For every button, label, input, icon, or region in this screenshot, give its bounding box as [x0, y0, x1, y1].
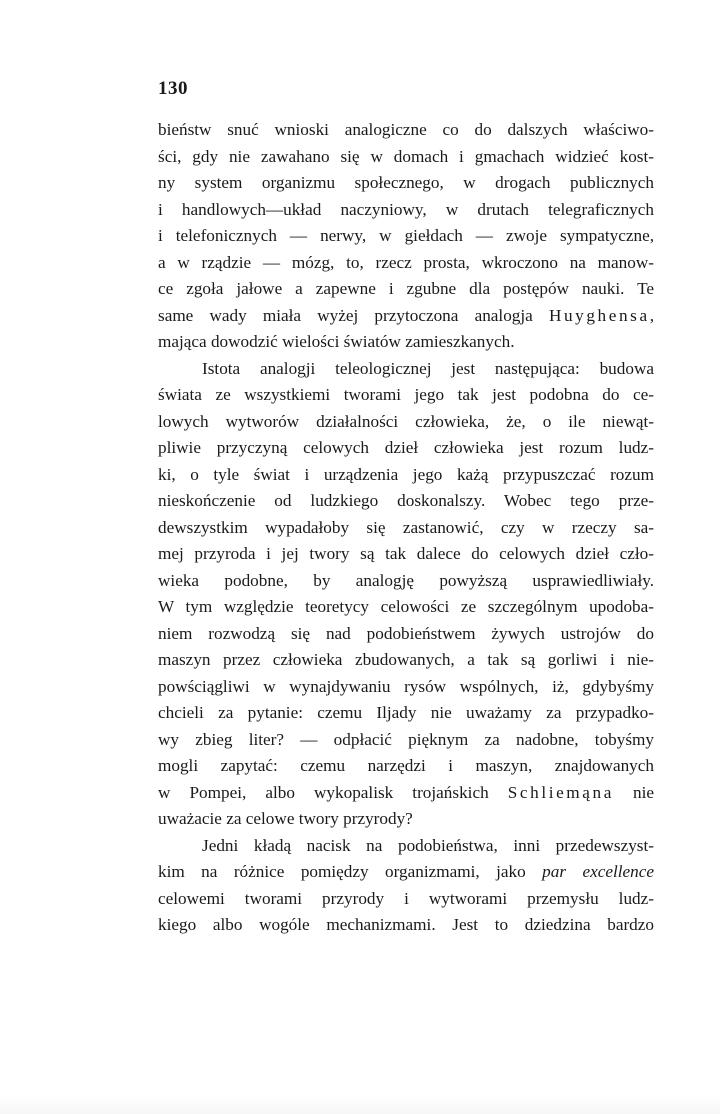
text-segment: W tym względzie teoretycy celowości ze szczególnym upodoba- — [158, 597, 654, 616]
text-segment: ści, gdy nie zawahano się w domach i gmachach widzieć kost- — [158, 146, 654, 166]
text-segment: niem rozwodzą się nad podobieństwem żywych ustrojów do — [158, 623, 654, 643]
text-line — [158, 223, 654, 250]
text-segment: Jedni kładą nacisk na podobieństwa, inni przedewszyst- — [202, 835, 654, 855]
text-line — [158, 197, 654, 224]
text-segment: i telefonicznych — nerwy, w giełdach — zwoje sympatyczne, — [158, 226, 654, 245]
text-line — [158, 674, 654, 701]
scan-edge — [0, 1094, 720, 1114]
text-line — [158, 833, 654, 860]
text-segment: dewszystkim wypadałoby się zastanowić, czy w rzeczy sa- — [158, 517, 654, 537]
text-line — [158, 700, 654, 727]
text-segment: świata ze wszystkiemi tworami jego tak jest podobna do ce- — [158, 385, 654, 404]
text-line — [158, 727, 654, 754]
text-segment: mogli zapytać: czemu narzędzi i maszyn, znajdowanych — [158, 756, 654, 775]
spaced-name: Schliemąna — [507, 782, 614, 802]
text-segment: , — [649, 305, 654, 325]
text-line — [158, 356, 654, 383]
italic-phrase: par excellence — [542, 862, 654, 881]
text-segment: pliwie przyczyną celowych dzieł człowieka jest rozum ludz- — [158, 438, 654, 457]
text-segment: lowych wytworów działalności człowieka, że, o ile niewąt- — [158, 411, 654, 431]
text-segment: wy zbieg liter? — odpłacić pięknym za nadobne, tobyśmy — [158, 729, 654, 749]
text-segment: uważacie za celowe twory przyrody? — [158, 809, 413, 828]
text-segment: ki, o tyle świat i urządzenia jego każą przypuszczać rozum — [158, 464, 654, 484]
text-segment: i handlowych—układ naczyniowy, w drutach telegraficznych — [158, 199, 654, 219]
text-segment: same wady miała wyżej przytoczona analogja — [158, 305, 549, 325]
text-segment: kim na różnice pomiędzy organizmami, jako — [158, 862, 543, 881]
text-line — [158, 515, 654, 542]
text-segment: ny system organizmu społecznego, w drogach publicznych — [158, 173, 654, 192]
text-line — [158, 912, 654, 939]
text-segment: kiego albo wogóle mechanizmami. Jest to dziedzina bardzo — [158, 915, 654, 934]
text-line — [158, 780, 654, 807]
text-line — [158, 170, 654, 197]
text-line — [158, 488, 654, 515]
text-segment: a w rządzie — mózg, to, rzecz prosta, wkroczono na manow- — [158, 252, 654, 272]
text-segment: w Pompei, albo wykopalisk trojańskich — [158, 782, 508, 802]
text-line — [158, 303, 654, 330]
text-line — [158, 117, 654, 144]
text-segment: ce zgoła jałowe a zapewne i zgubne dla postępów nauki. Te — [158, 279, 654, 298]
text-line — [158, 647, 654, 674]
text-line — [158, 753, 654, 780]
text-line — [158, 409, 654, 436]
text-line — [158, 144, 654, 171]
text-segment: nie — [613, 782, 654, 802]
text-line — [158, 382, 654, 409]
text-line — [158, 568, 654, 595]
text-line — [158, 250, 654, 277]
text-line — [158, 435, 654, 462]
text-line — [158, 859, 654, 886]
spaced-name: Huyghensa — [548, 305, 650, 325]
text-segment: mająca dowodzić wielości światów zamieszkanych. — [158, 332, 515, 351]
text-line — [158, 806, 654, 833]
text-line — [158, 621, 654, 648]
text-segment: chcieli za pytanie: czemu Iljady nie uważamy za przypadko- — [158, 703, 654, 722]
text-segment: nieskończenie od ludzkiego doskonalszy. Wobec tego prze- — [158, 491, 654, 510]
text-line — [158, 594, 654, 621]
text-segment: powściągliwi w wynajdywaniu rysów wspólnych, iż, gdybyśmy — [158, 676, 654, 696]
text-segment: wieka podobne, by analogję powyższą usprawiedliwiały. — [158, 570, 654, 590]
body-text — [158, 117, 654, 939]
text-segment: celowemi tworami przyrody i wytworami przemysłu ludz- — [158, 888, 654, 908]
text-segment: Istota analogji teleologicznej jest następująca: budowa — [202, 358, 654, 378]
text-segment: bieństw snuć wnioski analogiczne co do dalszych właściwo- — [158, 120, 654, 139]
text-line — [158, 462, 654, 489]
text-line — [158, 886, 654, 913]
text-line — [158, 329, 654, 356]
page-number: 130 — [158, 78, 188, 99]
text-line — [158, 276, 654, 303]
text-segment: maszyn przez człowieka zbudowanych, a tak są gorliwi i nie- — [158, 650, 654, 669]
text-line — [158, 541, 654, 568]
text-segment: mej przyroda i jej twory są tak dalece do celowych dzieł czło- — [158, 544, 654, 563]
